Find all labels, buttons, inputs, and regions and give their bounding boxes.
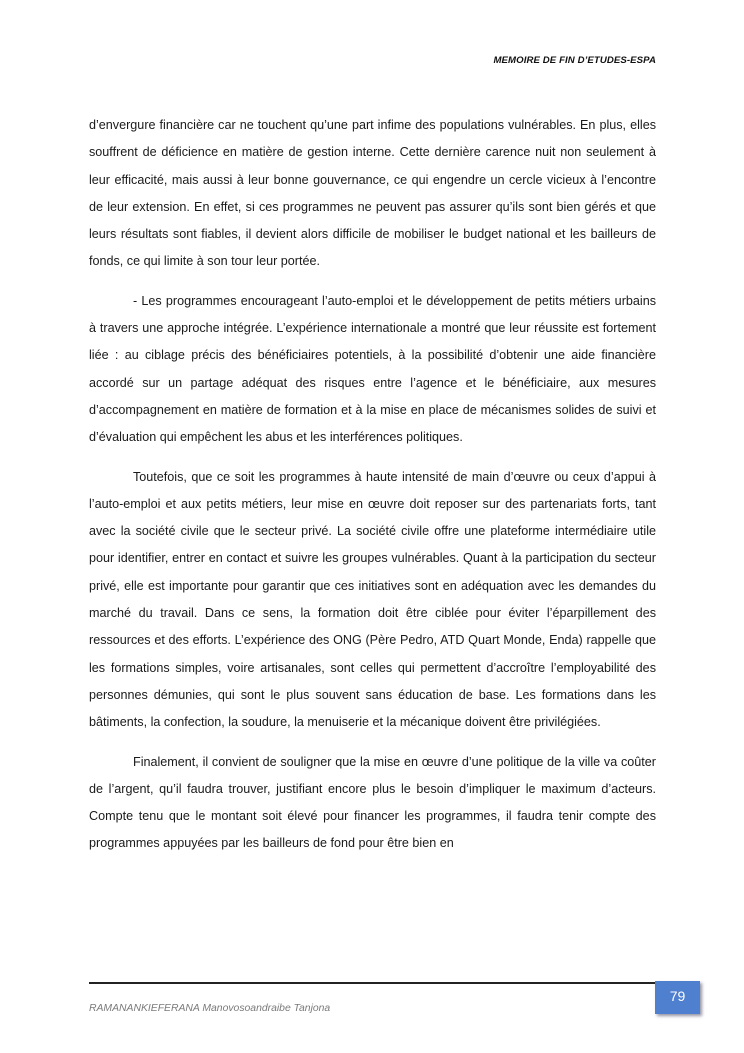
paragraph-1: d’envergure financière car ne touchent qu’une part infime des populations vulnérables. En plus, elles souffrent de déficience en matière de gestion interne. Cette dernière carence nuit non seulement à leur efficacité, mais aussi à leur bonne gouvernance, ce qui engendre un cercle vicieux à l’encontre de leur extension. En effet, si ces programmes ne peuvent pas assurer qu’ils sont bien gérés et que leurs résultats sont fiables, il devient alors difficile de mobiliser le budget national et les bailleurs de fonds, ce qui limite à son tour leur portée. — [89, 118, 656, 269]
footer-divider — [89, 982, 656, 984]
paragraph-3: Toutefois, que ce soit les programmes à haute intensité de main d’œuvre ou ceux d’appui à l’auto-emploi et aux petits métiers, leur mise en œuvre doit reposer sur des partenariats forts, tant avec la société civile que le secteur privé. La société civile offre une plateforme intermédiaire utile pour identifier, entrer en contact et suivre les groupes vulnérables. Quant à la participation du secteur privé, elle est importante pour garantir que ces initiatives sont en adéquation avec les demandes du marché du travail. Dans ce sens, la formation doit être ciblée pour éviter l’éparpillement des ressources et des efforts. L’expérience des ONG (Père Pedro, ATD Quart Monde, Enda) rappelle que les formations simples, voire artisanales, sont celles qui permettent d’accroître l’employabilité des personnes démunies, qui sont le plus souvent sans éducation de base. Les formations dans les bâtiments, la confection, la soudure, la menuiserie et la mécanique doivent être privilégiées. — [89, 469, 656, 730]
paragraph-2: - Les programmes encourageant l’auto-emploi et le développement de petits métiers urbains à travers une approche intégrée. L’expérience internationale a montré que leur réussite est fortement liée : au ciblage précis des bénéficiaires potentiels, à la possibilité d’obtenir une aide financière accordé sur un partage adéquat des risques entre l’agence et le bénéficiaire, aux mesures d’accompagnement en matière de formation et à la mise en place de mécanismes solides de suivi et d’évaluation qui empêchent les abus et les interférences politiques. — [89, 293, 656, 445]
page-number-badge: 79 — [655, 981, 700, 1014]
running-header: MEMOIRE DE FIN D’ETUDES-ESPA — [493, 55, 656, 66]
footer-author: RAMANANKIEFERANA Manovosoandraibe Tanjona — [89, 1003, 331, 1014]
paragraph-4: Finalement, il convient de souligner que la mise en œuvre d’une politique de la ville va coûter de l’argent, qu’il faudra trouver, justifiant encore plus le besoin d’impliquer le maximum d’acteurs. Compte tenu que le montant soit élevé pour financer les programmes, il faudra tenir compte des programmes appuyées par les bailleurs de fond pour être bien en — [89, 754, 656, 851]
document-body — [89, 112, 656, 858]
